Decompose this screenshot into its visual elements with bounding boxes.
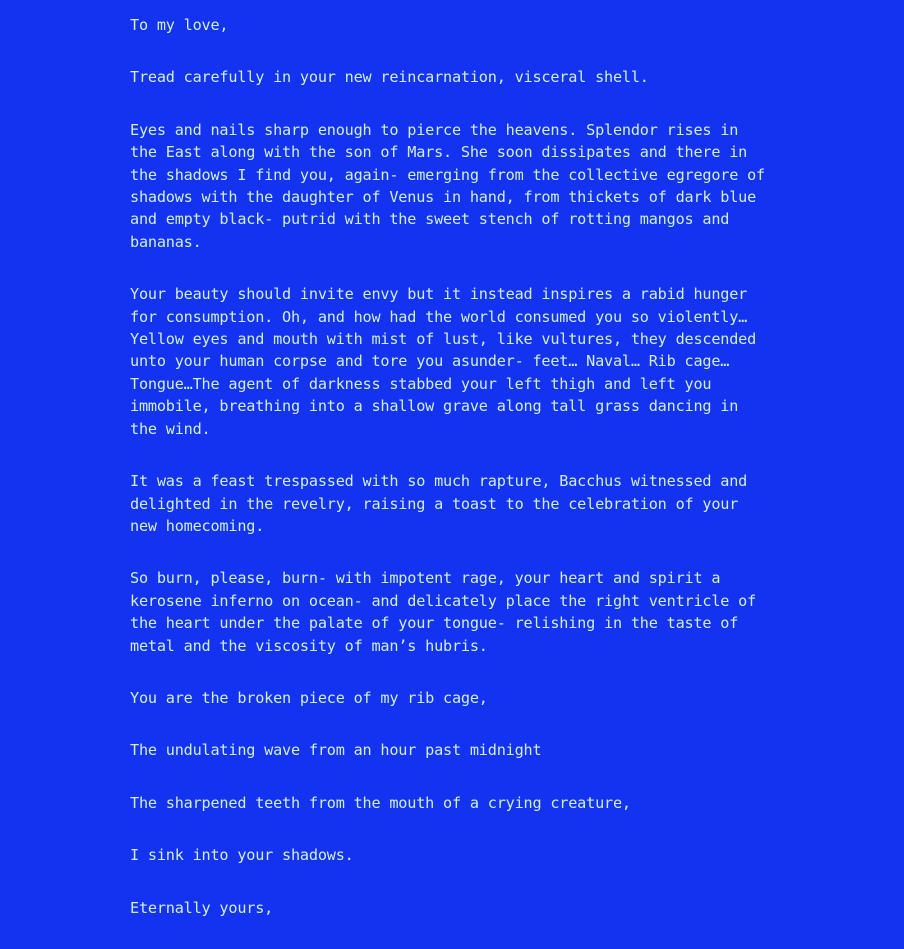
line-sink-shadows: I sink into your shadows. — [130, 846, 354, 865]
paragraph-feast: It was a feast trespassed with so much rapture, Bacchus witnessed and delighted in the revelry, raising a toast to the celebration of your new homecoming. — [130, 472, 748, 535]
paragraph-beauty: Your beauty should invite envy but it instead inspires a rabid hunger for consumption. Oh, and how had the world consumed you so violently… Yellow eyes and mouth with mist of lust, like vultures, they descended unto your human corpse and tore you asunder- feet… Naval… Rib cage… Tongue…The agent of darkness stabbed your left thigh and left you immobile, breathing into a shallow grave along tall grass dancing in the wind. — [130, 285, 757, 438]
line-undulating-wave: The undulating wave from an hour past midnight — [130, 741, 542, 760]
closing: Eternally yours, — [130, 898, 274, 917]
salutation: To my love, — [130, 16, 229, 34]
paragraph-heavens: Eyes and nails sharp enough to pierce the heavens. Splendor rises in the East along with the son of Mars. She soon dissipates and there in the shadows I find you, again- emerging from the collective egregore of shadows with the daughter of Venus in hand, from thickets of dark blue and empty black- putrid with the sweet stench of rotting mangos and bananas. — [130, 120, 765, 251]
line-rib-cage: You are the broken piece of my rib cage, — [130, 688, 488, 707]
paragraph-reincarnation: Tread carefully in your new reincarnation, visceral shell. — [130, 68, 649, 87]
paragraph-burn: So burn, please, burn- with impotent rage, your heart and spirit a kerosene inferno on ocean- and delicately place the right ventricle of the heart under the palate of your tongue- relishing in the taste of metal and the viscosity of man’s hubris. — [130, 569, 757, 655]
line-sharpened-teeth: The sharpened teeth from the mouth of a crying creature, — [130, 793, 631, 812]
letter-body — [130, 14, 770, 949]
